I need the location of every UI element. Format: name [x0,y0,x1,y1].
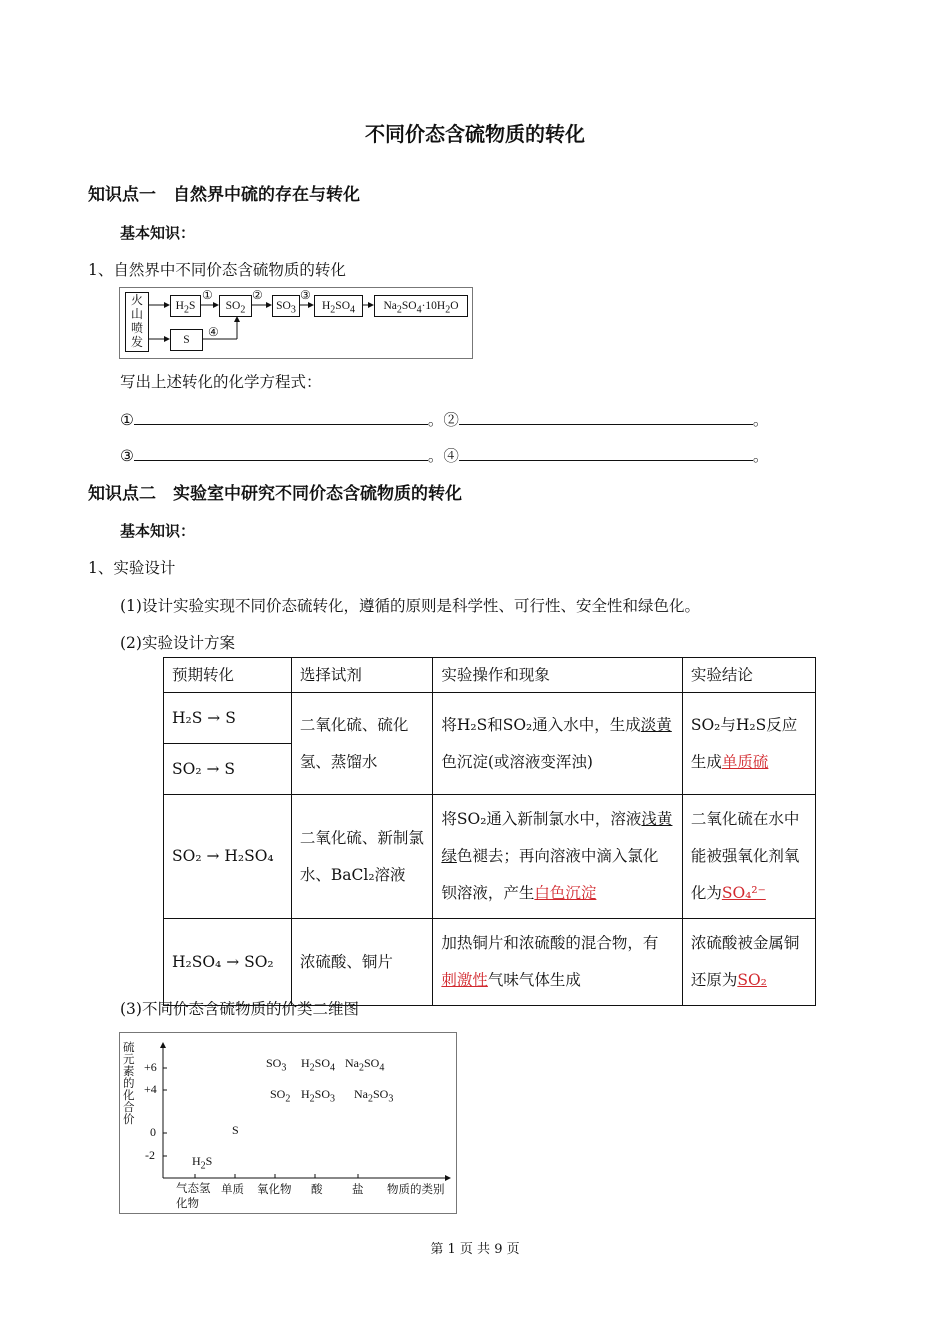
blank-label: 。④ [427,447,459,465]
operation-text: 将SO₂通入新制氯水中，溶液 [441,810,642,828]
section1-item1: 1、自然界中不同价态含硫物质的转化 [88,261,346,279]
operation-text: 气味气体生成 [487,971,581,989]
section1-heading: 知识点一 自然界中硫的存在与转化 [88,185,360,205]
conclusion-cell [682,693,815,795]
volcano-char: 发 [130,335,143,349]
table-header: 实验结论 [682,658,815,693]
answer-text: 淡黄 [640,715,672,734]
principle-text: (1)设计实验实现不同价态硫转化，遵循的原则是科学性、可行性、安全性和绿色化。 [120,597,700,615]
so2-box: SO2 [219,295,252,317]
y-tick-label: +4 [144,1082,157,1096]
valence-chart-label: (3)不同价态含硫物质的价类二维图 [120,1000,359,1018]
step-label: ④ [208,325,219,339]
answer-blank[interactable] [459,408,753,425]
step-label: ③ [300,288,311,302]
reagent-cell: 二氧化硫、硫化氢、蒸馏水 [291,693,433,795]
section2-basic-label: 基本知识： [120,522,196,540]
blank-label: 。② [427,411,459,429]
conclusion-text: 二氧化硫在水中能被强氧化剂氧化为 [690,810,800,902]
operation-text: 色沉淀(或溶液变浑浊) [441,752,593,771]
y-tick-label: -2 [145,1148,155,1162]
conclusion-cell [682,919,815,1006]
table-row [164,919,816,1006]
x-tick-label: 酸 [311,1182,323,1196]
x-axis-label: 物质的类别 [387,1182,445,1196]
na2so4-box: Na2SO4·10H2O [374,295,468,317]
table-row [164,693,816,795]
answer-blank[interactable] [134,408,428,425]
x-tick-label: 氧化物 [257,1182,292,1196]
y-tick-label: 0 [150,1125,156,1139]
reagent-cell: 二氧化硫、新制氯水、BaCl₂溶液 [291,795,433,919]
answer-blank[interactable] [459,444,753,461]
chart-item: $Na_2SO_4$ [345,1056,385,1074]
operation-text: 色褪去；再向溶液中滴入氯化钡溶液，产生 [441,847,659,902]
s-box: S [170,329,203,351]
valence-class-diagram [119,1032,457,1214]
answer-text: 浅黄绿 [441,810,673,865]
plan-label: (2)实验设计方案 [120,634,235,652]
chart-item: $SO_2$ [270,1087,291,1105]
volcano-char: 喷 [130,321,143,335]
h2so4-box: H2SO4 [314,295,363,317]
x-tick-label: 气态氢化物 [176,1181,211,1210]
conversion-formula: H₂SO₄ → SO₂ [164,919,292,1006]
page-title: 不同价态含硫物质的转化 [365,122,585,146]
y-tick-label: +6 [144,1060,157,1074]
conclusion-text: 浓硫酸被金属铜还原为 [690,934,800,989]
section2-heading: 知识点二 实验室中研究不同价态含硫物质的转化 [88,484,462,504]
table-header: 预期转化 [164,658,292,693]
answer-text: 刺激性 [441,971,488,989]
chart-item: $Na_2SO_3$ [354,1087,394,1105]
sulfur-cycle-diagram [119,287,473,359]
answer-text: 单质硫 [721,752,769,771]
blank-label: ① [120,411,134,429]
answer-text: SO₂ [737,971,767,989]
chart-item: $H_2S$ [192,1154,213,1172]
table-row [164,795,816,919]
answer-text: SO₄²⁻ [721,884,766,902]
operation-text: 将H₂S和SO₂通入水中，生成 [441,715,641,734]
conclusion-cell [682,795,815,919]
blank-label: 。 [752,411,769,429]
step-label: ② [252,288,263,302]
blank-line-1 [120,408,770,430]
x-tick-label: 盐 [352,1182,364,1196]
operation-cell [433,919,682,1006]
volcano-char: 火 [130,293,143,307]
chart-item: $H_2SO_4$ [301,1056,336,1074]
chart-item: S [232,1123,239,1137]
chart-item: $SO_3$ [266,1056,287,1074]
blank-label: 。 [752,447,769,465]
operation-cell [433,693,682,795]
equation-prompt: 写出上述转化的化学方程式： [120,373,322,391]
answer-blank[interactable] [134,444,428,461]
conversion-formula: H₂S → S [164,693,291,744]
section2-item1: 1、实验设计 [88,559,176,577]
table-header: 选择试剂 [291,658,433,693]
chart-item: $H_2SO_3$ [301,1087,336,1105]
operation-cell [433,795,682,919]
x-tick-label: 单质 [221,1182,244,1196]
section1-basic-label: 基本知识： [120,224,196,242]
experiment-table [163,657,816,1006]
conversion-cell [164,693,292,795]
y-axis-label: 硫元素的化合价 [123,1040,135,1126]
operation-text: 加热铜片和浓硫酸的混合物，有 [441,934,659,952]
h2s-box: H2S [170,295,201,317]
step-label: ① [202,288,213,302]
page-footer: 第 1 页 共 9 页 [430,1242,520,1257]
conversion-formula: SO₂ → H₂SO₄ [164,795,292,919]
answer-text: 白色沉淀 [534,884,597,902]
table-header: 实验操作和现象 [433,658,682,693]
blank-line-2 [120,444,770,466]
so3-box: SO3 [272,295,300,317]
conclusion-text: SO₂与H₂S反应生成 [690,715,798,771]
reagent-cell: 浓硫酸、铜片 [291,919,433,1006]
blank-label: ③ [120,447,134,465]
table-header-row [164,658,816,693]
conversion-formula: SO₂ → S [172,760,235,778]
volcano-char: 山 [130,307,143,321]
